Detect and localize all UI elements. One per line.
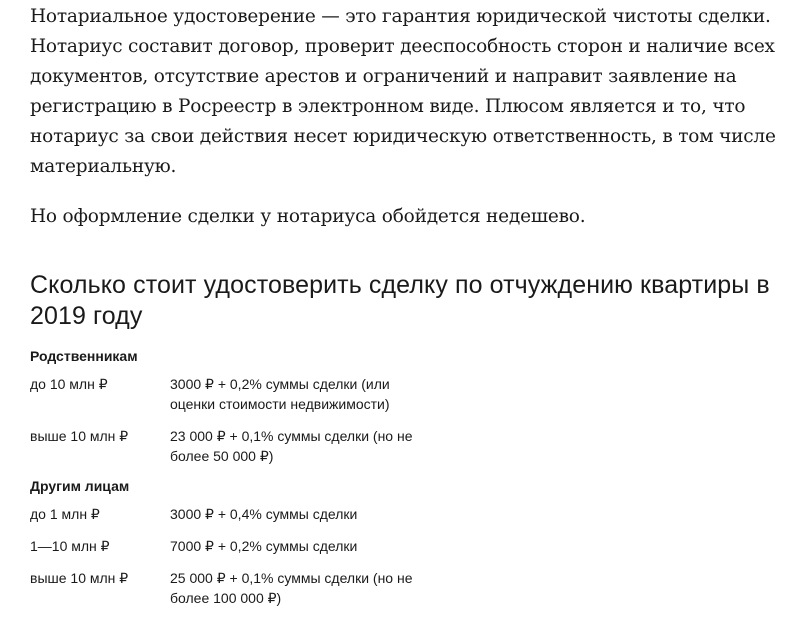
tariff-row: [30, 568, 790, 608]
article-body: [30, 0, 790, 608]
tariff-row: [30, 504, 790, 524]
tariff-price: 25 000 ₽ + 0,1% суммы сделки (но не более 100 000 ₽): [170, 570, 413, 606]
tariff-range: до 10 млн ₽: [30, 376, 108, 392]
tariff-group-title: Родственникам: [30, 348, 138, 364]
tariff-price: 3000 ₽ + 0,4% суммы сделки: [170, 506, 358, 522]
article-paragraph: Но оформление сделки у нотариуса обойдется недешево.: [30, 206, 586, 227]
article-paragraph: Нотариальное удостоверение — это гарантия юридической чистоты сделки. Нотариус составит договор, проверит дееспособность сторон и наличие всех документов, отсутствие арестов и ограничений и направит заявление на регистрацию в Росреестр в электронном виде. Плюсом является и то, что нотариус за свои действия несет юридическую ответственность, в том числе материальную.: [30, 6, 776, 177]
tariff-price: 3000 ₽ + 0,2% суммы сделки (или оценки стоимости недвижимости): [170, 376, 390, 412]
section-heading: Сколько стоит удостоверить сделку по отчуждению квартиры в 2019 году: [30, 271, 770, 330]
tariff-row: [30, 374, 790, 414]
tariff-price: 7000 ₽ + 0,2% суммы сделки: [170, 538, 358, 554]
tariff-range: 1—10 млн ₽: [30, 538, 110, 554]
tariff-table: [30, 346, 790, 608]
tariff-range: до 1 млн ₽: [30, 506, 100, 522]
tariff-price: 23 000 ₽ + 0,1% суммы сделки (но не более 50 000 ₽): [170, 428, 413, 464]
tariff-range: выше 10 млн ₽: [30, 570, 129, 586]
tariff-group-others: [30, 476, 790, 608]
tariff-group-relatives: [30, 346, 790, 466]
tariff-group-title: Другим лицам: [30, 478, 130, 494]
tariff-row: [30, 426, 790, 466]
tariff-row: [30, 536, 790, 556]
tariff-range: выше 10 млн ₽: [30, 428, 129, 444]
